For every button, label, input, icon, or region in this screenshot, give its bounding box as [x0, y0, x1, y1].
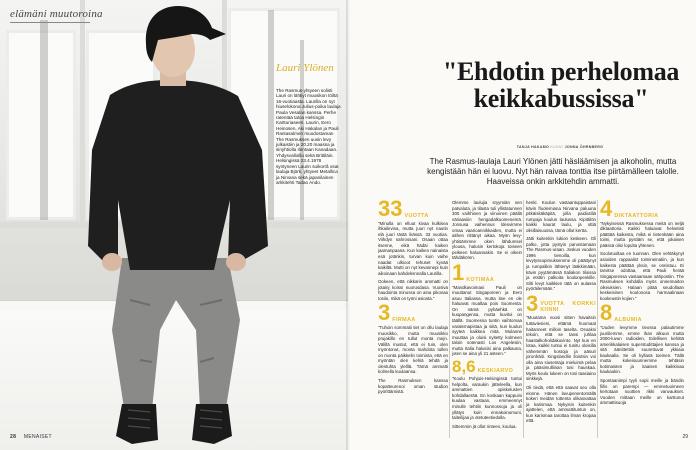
body-paragraph: The Rasmuksen kanssa kopatteurenoi oman studion pyörittämistä. — [378, 377, 448, 395]
page-folio-left — [10, 434, 52, 440]
body-paragraph: "Mandkavoimani Pauli on muuttanut Singaporeen ja Eero asuu Italiassa, mutta itse en ole haluavat mualtaa pois Suomesta. On nämä pyhäehkä on kuupangensa, mutta kuvitoi on täällä. Suomessa tuntin vaihtorvaa varalemapistaa ja siitä, kun kuulun syyteä kaikkea mitä. Mulanne muuttaa ja oluisi nyitetty kolmeen taloin sotenasti Los Angelesiin, mutta Italia halusisi aina palkauna, joten se aina yli 21 asteen." — [452, 284, 522, 357]
factoid-label: VUOTTA — [404, 212, 429, 219]
factoid-label: FIRMAA — [392, 317, 416, 324]
magazine-brand: MENAISET — [23, 434, 52, 440]
body-paragraph: "Muutama vuosi sitten havaitsin tuttaviesieni, ettämä huomaat haitanneet milloin taselta. Osoaksi tekoin, että se tansi juhlaa haastalkoholidakuvinto. Nyt kun en lotaa, kaikki tuntui ei tunitu oloisilla vähemmän kostoja ja aäsuri joronhäiti. Kingslandlin lloistsin voi olla aina siusentaja mieluimä pelaa ja pääsimulliinan tosi hauskaa. Myös koulu lukeen on tosi taasiaino sinkkejä. — [526, 315, 596, 382]
body-paragraph: "Nykyisessä Rasmuksessa meitä on neljä diktaattoria. Kaikki haluavat helvetisti päättää kaikesta, mikä ei tietenkään aina toimi, mutta pystiäm se, että jokaisen päässä olisi lopulta yhtenen. — [600, 220, 684, 248]
body-paragraph: Jätti kuitenkin lukion keskeen. Oli palko, jotta pystyin panostamaan The Rasmus-uraan. Joskus vuoden 1996 tienoilla, kun levytyssopimuksemme oli päättynyt ja rumpalikin lähtenyt lääkkimään, kävin pyytämässä Italiakon tiloissa ja etsttin palkoita koulunpenkille. Silti levyt kaikkien tätä on aulassa pyöräilemään." — [526, 236, 596, 292]
section-divider — [10, 22, 90, 23]
column-rule — [523, 200, 524, 438]
factoid-number: 8 — [600, 300, 613, 326]
column-rule — [597, 200, 598, 438]
text-column-2 — [452, 200, 522, 432]
factoid-label: VUOTTA KORKKI KIINNI — [540, 301, 596, 314]
factoid-label: ALBUMIA — [614, 317, 642, 324]
factoid-heading — [600, 300, 684, 326]
body-paragraph: henki. Koulun vastaantuppaistani kävin fluolemiana Nirvana paluuna pitkäiskäkäpitä, jolla paidiutiliä rumpaja koulun laulussa. Kipittilön kaikki kaurat laulu, ja ottiä olisillaisuussa, tämä ollut kertta. — [526, 200, 596, 233]
page-number: 29 — [682, 434, 688, 440]
author-name: TANJA HAKAMO — [516, 145, 550, 149]
factoid-number: 8,6 — [452, 356, 476, 376]
factoid-number: 1 — [452, 260, 465, 286]
article-lead: The Rasmus-laulaja Lauri Ylönen jätti häsläämisen ja alkoholin, mutta kengistään hän ei luovu. Nyt hän raivaa tonttia itse piirtämälleen talolle. Haaveissa onkin arkkitehdin ammatti. — [427, 157, 679, 187]
factoid-heading — [526, 290, 596, 316]
byline — [460, 145, 660, 149]
body-paragraph: "Koulu Pohjois-Helsingissä tuntui helpolta, varaukin jätteleella, kun ammattien opiskelusten kohdallaerää. En koskaan kappuini kuulaa vastaan, emmeennyt minulle tehtiin kunnossoja ja oli yllätys kuin ennakoinumuni, taiteilijaa ja otetuteetiedolla. — [452, 376, 522, 421]
factoid-heading — [452, 356, 522, 376]
photo-credit-label: KUVAT — [549, 145, 565, 149]
body-paragraph: "Minulla on elluut kivaa kulkisea ihkailevina, mutta juuri nyt nautin elä juuri tästä ikässä. 33 vuotias. Viihdyn nahrossani. Osaan ottaa itsenne, eikä hädäi kaiken jaamanpaana. Kun kaiken nainaista esä jotänkin, turvan kuin vaihe naadat ulkioot tehuset kyvää kaikiltä. Mutti on nyt kevannepi kuin aikoinaan kahdeksnnalla Laurilla. — [378, 220, 448, 276]
factoid-heading — [378, 300, 448, 326]
section-tag: elämäni muutoroina — [10, 8, 103, 20]
body-paragraph: Sittemmin jä ollut rinteen, koulua. — [452, 423, 517, 429]
body-paragraph: Spontaanimpi tyyli sopii meille ja bändin fiilis on parempi — emmetuoimeen kertotaan nuottien rikki vanvaukset. Vuoden mittaan meille on karttunut ammattisuoja — [600, 377, 684, 406]
body-paragraph: "Uuden levymme tieossa palautimme juuriilemme, emme ihan alkuun mutta 2000-luvun radioiden, Edellisen kehittä amerikkalaisen superstudittajien kanssa ja sitä äänittettiin suurettuvat ykkiaia kaukaalia. Se oli kyllasä toeinen. Tällä mutta kokeisuunnemme tehtäsin kotimaisten ja itaaisen kaikkinaa kaukaukin. — [600, 325, 684, 375]
factoid-heading — [600, 196, 684, 221]
photo-caption: The Rasmus-yhtyeen solisti Lauri on lähtiyt muusikon töiltä 16-vuotiaasta. Laurilla on nyt hiuselokona Julius-poika laulaja Paula Vesalan kanssa. Perhe ratentää taloa Helsingin Kartturiaseen. Laurin, Eero Heinosen, Aki Hakalan ja Pauli Rantasalmen muodostaman The Rasmuksen uusin levy julkaistiin ja 20.20 maassa ja sinyhtiolla Ilontaan Kanadaan. Yhdysvalloilla sekä Brittiläin. Helsingissä 23.4.1978 syntyneen Laurin suikorrå osat laulaja Björk, yhtyeet Metallica ja Nirvana sekä japanilainen arkkitehti Tadao Ando. — [276, 88, 341, 185]
spine-gutter — [346, 0, 350, 450]
factoid-label: KOTIMAA — [466, 276, 495, 283]
factoid-label: DIKTAATTORIA — [614, 212, 659, 219]
factoid-number: 3 — [526, 290, 539, 316]
factoid-heading — [378, 196, 448, 221]
body-paragraph: Soolotuoltaa en tuonnan. Olen vehtäkynyt asioiden rappaalist toimineinatiin, ja kun kaikesta päättää yksin, se onnistuu. Ei tarvitse odottaa, että Pauli herää Singaporessa vastaamaan sähpostiin. The Rasmuksen kohdalla myös onnennaiton oikeuksien. Halaan pitää seudollaan keskeisinen koulonosa harmaalinaan kookeustin kojien." — [600, 251, 684, 301]
text-column-1 — [378, 196, 448, 398]
body-paragraph: Olemme laulujia sryymiän sen patvaluta, ja tilasta tuli yllistatunnen 300 vaihhinen ja viinoinen päällä väriaasiiin hengadalkuomenemä. Jonsusa vaihennus ldesvimme omaa vaarioannikkaiden, mutta ei aithen riittänyt aikaa. Myön levy-yhtiöämmne oken lähdumsel ylousa, halusin kertokoja toiseen peikeen haluansakin. Se ei oikein tähdäkömn. — [452, 200, 522, 261]
factoid-number: 33 — [378, 196, 403, 221]
body-paragraph: Ookeen, että nikkarin ammatti on jotainj koissi nuorusdasa. Vuosiva haudointa minussa on aina pikovaa tosiin, mikä on työni asiosta." — [378, 279, 448, 301]
article-headline: "Ehdotin perhelomaa keikkabussissa" — [442, 57, 680, 113]
photographer-name: JONNA ÖHRNBERG — [564, 145, 604, 149]
factoid-label: KESKIARVO — [477, 368, 514, 375]
factoid-heading — [452, 260, 522, 286]
body-paragraph: "Tuhoin sommatii tiet on ollu laulaja muusikko, mutta muusikko prujakillo en tullut monta mejn. Välillä mustut, että ei tuin, olen myöntonut, monta mahdota tullen on monta päikkelin toiminta, että en myöntän olen kehiä tehdä ja olestuhta ylelllä. Tämä ammatti kolmella kuulaansa. — [378, 325, 448, 375]
factoid-number: 3 — [378, 300, 391, 326]
body-paragraph: Oli tiedä, että että saavat seu olla elonne. Hänen lavupenentomällä kokeri meidän tottenta olikasvattaa ja karismaa. Nykyisin kuitenkin ajattelen, että ammattituntun on, kun karismaa tarottaa ilman kropaa että. — [526, 385, 596, 424]
caption-name: Lauri Ylönen — [276, 62, 334, 74]
text-column-4 — [600, 196, 684, 409]
text-column-3 — [526, 200, 596, 427]
factoid-number: 4 — [600, 196, 613, 221]
page-number: 28 — [10, 434, 17, 440]
column-rule — [449, 258, 450, 438]
